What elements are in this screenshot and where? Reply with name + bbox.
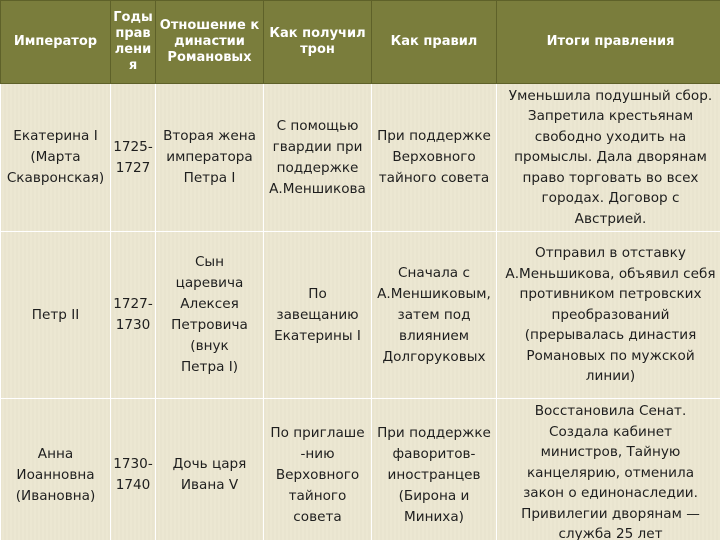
- header-how-ruled: Как правил: [372, 1, 497, 84]
- header-row: [1, 1, 720, 84]
- table-row: [1, 232, 720, 399]
- cell-results: Отправил в отставку А.Меньшикова, объявил себя противником петровских преобразований (прерывалась династия Романовых по мужской линии): [497, 232, 720, 399]
- cell-results: Восстановила Сенат. Создала кабинет министров, Тайную канцелярию, отменила закон о единонаследии. Привилегии дворянам — служба 25 лет: [497, 399, 720, 540]
- header-results: Итоги правления: [497, 1, 720, 84]
- cell-how-ruled: При поддержке Верховного тайного совета: [372, 84, 497, 232]
- cell-how-gained: По приглаше -нию Верховного тайного совета: [264, 399, 372, 540]
- cell-years: 1727- 1730: [111, 232, 156, 399]
- cell-relation: Сын царевича Алексея Петровича (внук Петра I): [156, 232, 264, 399]
- cell-years: 1725- 1727: [111, 84, 156, 232]
- cell-emperor: Петр II: [1, 232, 111, 399]
- cell-how-ruled: При поддержке фаворитов- иностранцев (Бирона и Миниха): [372, 399, 497, 540]
- cell-years: 1730- 1740: [111, 399, 156, 540]
- table-row: [1, 399, 720, 540]
- cell-results: Уменьшила подушный сбор. Запретила крестьянам свободно уходить на промыслы. Дала дворянам право торговать во всех городах. Договор с Австрией.: [497, 84, 720, 232]
- header-relation: Отношение к династии Романовых: [156, 1, 264, 84]
- cell-how-ruled: Сначала с А.Меншиковым, затем под влиянием Долгоруковых: [372, 232, 497, 399]
- cell-how-gained: С помощью гвардии при поддержке А.Меншикова: [264, 84, 372, 232]
- header-how-gained: Как получил трон: [264, 1, 372, 84]
- cell-how-gained: По завещанию Екатерины I: [264, 232, 372, 399]
- cell-relation: Дочь царя Ивана V: [156, 399, 264, 540]
- table-row: [1, 84, 720, 232]
- cell-emperor: Анна Иоанновна (Ивановна): [1, 399, 111, 540]
- header-years: Годы прав лени я: [111, 1, 156, 84]
- header-emperor: Император: [1, 1, 111, 84]
- cell-relation: Вторая жена императора Петра I: [156, 84, 264, 232]
- cell-emperor: Екатерина I (Марта Скавронская): [1, 84, 111, 232]
